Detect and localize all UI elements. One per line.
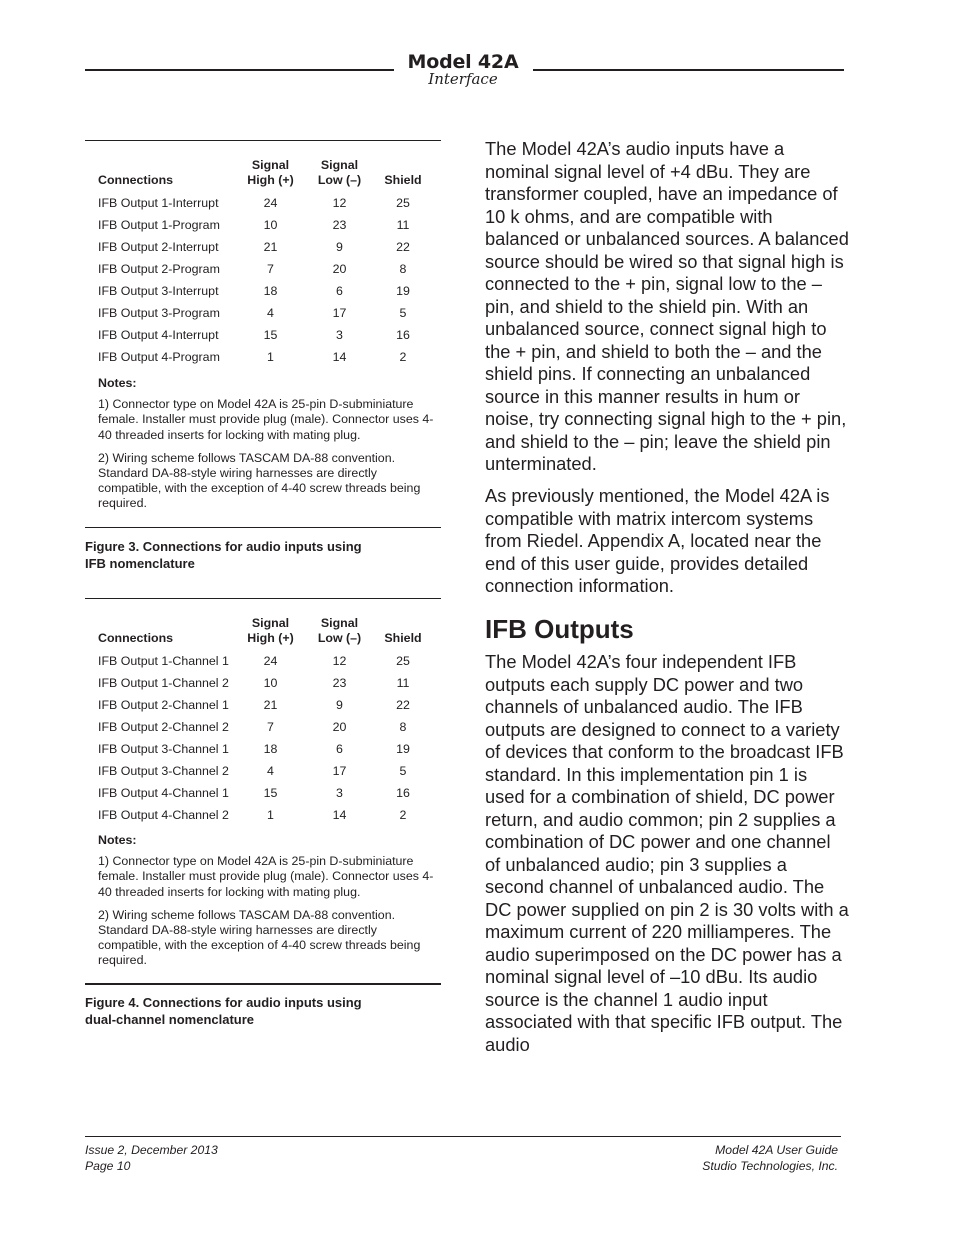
- figure4-notes: [98, 833, 434, 977]
- footer-issue: Issue 2, December 2013: [85, 1143, 218, 1157]
- column-shield: Shield: [384, 173, 422, 187]
- table-row: IFB Output 2-Interrupt 21 9 22: [98, 239, 410, 254]
- body-paragraph-riedel: As previously mentioned, the Model 42A is compatible with matrix intercom systems from Riedel. Appendix A, located near the end of this user guide, provides detailed connection information.: [485, 485, 830, 596]
- header-rule-left: [85, 69, 394, 71]
- note-2: 2) Wiring scheme follows TASCAM DA-88 convention. Standard DA-88-style wiring harnesses are directly compatible, with the exception of 4-40 screw threads being required.: [98, 907, 421, 968]
- body-paragraph-ifb-outputs: The Model 42A’s four independent IFB outputs each supply DC power and two channels of unbalanced audio. The IFB outputs are designed to connect to a variety of devices that conform to the broadcast IFB standard. In this implementation pin 1 is used for a combination of shield, DC power return, and audio common; pin 2 supplies a combination of DC power and one channel of unbalanced audio; pin 3 supplies a second channel of unbalanced audio. The DC power supplied on pin 2 is 30 volts with a maximum current of 220 milliamperes. The audio superimposed on the DC power has a nominal signal level of –10 dBu. Its audio source is the channel 1 audio input associated with that specific IFB output. The audio: [485, 651, 849, 1055]
- notes-heading: Notes:: [98, 376, 137, 390]
- figure4-bottom-rule: [85, 983, 441, 985]
- column-signal-high: Signal High (+): [247, 616, 294, 645]
- figure3-top-rule: [85, 140, 441, 141]
- header-title: Model 42A: [407, 51, 519, 73]
- table-row: IFB Output 1-Channel 2 10 23 11: [98, 675, 410, 690]
- column-shield: Shield: [384, 631, 422, 645]
- table-row: IFB Output 3-Channel 1 18 6 19: [98, 741, 410, 756]
- footer-rule: [85, 1136, 841, 1137]
- figure4-caption: Figure 4. Connections for audio inputs using dual-channel nomenclature: [85, 995, 362, 1027]
- table-header-row: [94, 612, 429, 646]
- table-row: IFB Output 4-Channel 2 1 14 2: [98, 807, 407, 822]
- table-row: IFB Output 1-Channel 1 24 12 25: [98, 653, 410, 668]
- note-2: 2) Wiring scheme follows TASCAM DA-88 convention. Standard DA-88-style wiring harnesses are directly compatible, with the exception of 4-40 screw threads being required.: [98, 450, 421, 511]
- table-row: IFB Output 1-Program 10 23 11: [98, 217, 410, 232]
- table-row: IFB Output 3-Channel 2 4 17 5: [98, 763, 407, 778]
- table-row: IFB Output 2-Program 7 20 8: [98, 261, 407, 276]
- footer-guide: Model 42A User Guide: [715, 1143, 838, 1157]
- header-subtitle: Interface: [428, 70, 498, 88]
- note-1: 1) Connector type on Model 42A is 25-pin D-subminiature female. Installer must provide plug (male). Connector uses 4-40 threaded inserts for locking with mating plug.: [98, 397, 434, 442]
- column-signal-high: Signal High (+): [247, 158, 294, 187]
- notes-heading: Notes:: [98, 833, 137, 847]
- table-row: IFB Output 2-Channel 1 21 9 22: [98, 697, 410, 712]
- footer-right: [702, 1143, 838, 1174]
- table-row: IFB Output 3-Interrupt 18 6 19: [98, 283, 410, 298]
- table-row: IFB Output 4-Channel 1 15 3 16: [98, 785, 410, 800]
- figure3-bottom-rule: [85, 527, 441, 528]
- section-heading-ifb-outputs: IFB Outputs: [485, 614, 634, 644]
- figure4-table: [94, 612, 429, 826]
- column-signal-low: Signal Low (–): [317, 158, 362, 187]
- table-row: IFB Output 4-Program 1 14 2: [98, 349, 407, 364]
- note-1: 1) Connector type on Model 42A is 25-pin D-subminiature female. Installer must provide plug (male). Connector uses 4-40 threaded inserts for locking with mating plug.: [98, 854, 434, 899]
- footer-left: [85, 1143, 218, 1174]
- figure3-notes: [98, 376, 434, 520]
- table-row: IFB Output 4-Interrupt 15 3 16: [98, 327, 410, 342]
- column-connections: Connections: [98, 173, 174, 187]
- table-row: IFB Output 3-Program 4 17 5: [98, 305, 407, 320]
- footer-page: Page 10: [85, 1158, 131, 1173]
- table-row: IFB Output 2-Channel 2 7 20 8: [98, 719, 407, 734]
- figure3-table: [94, 154, 429, 368]
- header-rule-right: [533, 69, 844, 71]
- column-connections: Connections: [98, 631, 174, 645]
- table-header-row: [94, 154, 429, 188]
- figure3-caption: Figure 3. Connections for audio inputs using IFB nomenclature: [85, 539, 362, 571]
- column-signal-low: Signal Low (–): [317, 616, 362, 645]
- figure4-top-rule: [85, 598, 441, 599]
- body-paragraph-inputs: The Model 42A’s audio inputs have a nominal signal level of +4 dBu. They are transformer coupled, have an impedance of 10 k ohms, and are compatible with balanced or unbalanced sources. A balanced source should be wired so that signal high is connected to the + pin, signal low to the – pin, and shield to the shield pin. With an unbalanced source, connect signal high to the + pin, and shield to both the – and the shield pins. If connecting an unbalanced source in this manner results in hum or noise, try connecting signal high to the + pin, and shield to the – pin; leave the shield pin unterminated.: [485, 138, 849, 474]
- footer-company: Studio Technologies, Inc.: [702, 1158, 838, 1173]
- table-row: IFB Output 1-Interrupt 24 12 25: [98, 195, 410, 210]
